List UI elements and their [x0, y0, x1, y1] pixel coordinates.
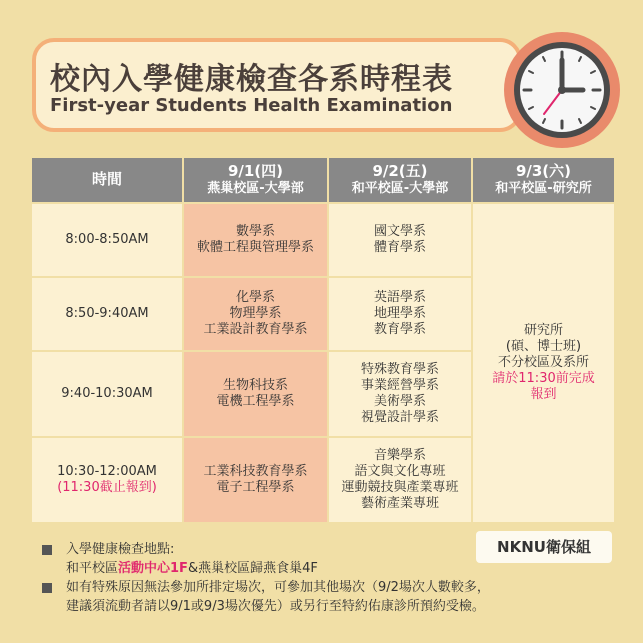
day1-departments: 數學系 軟體工程與管理學系	[183, 203, 328, 277]
page-title: 校內入學健康檢查各系時程表	[50, 62, 453, 97]
location-detail: 和平校區活動中心1F&燕巢校區歸燕食巢4F	[66, 561, 318, 576]
checkin-deadline-note: (11:30截止報到)	[57, 480, 157, 495]
header-day1: 9/1(四) 燕巢校區-大學部	[183, 157, 328, 203]
header-time: 時間	[31, 157, 183, 203]
day2-departments: 國文學系 體育學系	[328, 203, 472, 277]
square-bullet-icon	[42, 583, 52, 593]
table-header-row	[31, 157, 615, 203]
day2-departments: 英語學系 地理學系 教育學系	[328, 277, 472, 351]
day2-departments: 特殊教育學系 事業經營學系 美術學系 視覺設計學系	[328, 351, 472, 437]
day1-departments: 生物科技系 電機工程學系	[183, 351, 328, 437]
day3-graduate-cell: 研究所 (碩、博士班) 不分校區及系所 請於11:30前完成 報到	[472, 203, 615, 523]
location-note: 入學健康檢查地點:	[42, 540, 490, 559]
day1-departments: 化學系 物理學系 工業設計教育學系	[183, 277, 328, 351]
policy-note-continued: 建議須流動者請以9/1或9/3場次優先）或另行至特約佑康診所預約受檢。	[66, 599, 485, 614]
clock-icon	[500, 28, 624, 152]
table-row	[31, 203, 615, 277]
notes-section	[42, 540, 490, 616]
day2-departments: 音樂學系 語文與文化專班 運動競技與產業專班 藝術產業專班	[328, 437, 472, 523]
day1-departments: 工業科技教育學系 電子工程學系	[183, 437, 328, 523]
time-slot: 9:40-10:30AM	[31, 351, 183, 437]
policy-note: 如有特殊原因無法參加所排定場次，可參加其他場次（9/2場次人數較多，	[42, 578, 490, 597]
schedule-table	[30, 156, 616, 524]
square-bullet-icon	[42, 545, 52, 555]
time-slot: 10:30-12:00AM (11:30截止報到)	[31, 437, 183, 523]
time-slot: 8:50-9:40AM	[31, 277, 183, 351]
header-day2: 9/2(五) 和平校區-大學部	[328, 157, 472, 203]
time-slot: 8:00-8:50AM	[31, 203, 183, 277]
location-highlight: 活動中心1F	[118, 561, 188, 576]
organization-badge: NKNU衛保組	[476, 531, 612, 563]
page-subtitle: First-year Students Health Examination	[50, 95, 453, 116]
header-day3: 9/3(六) 和平校區-研究所	[472, 157, 615, 203]
